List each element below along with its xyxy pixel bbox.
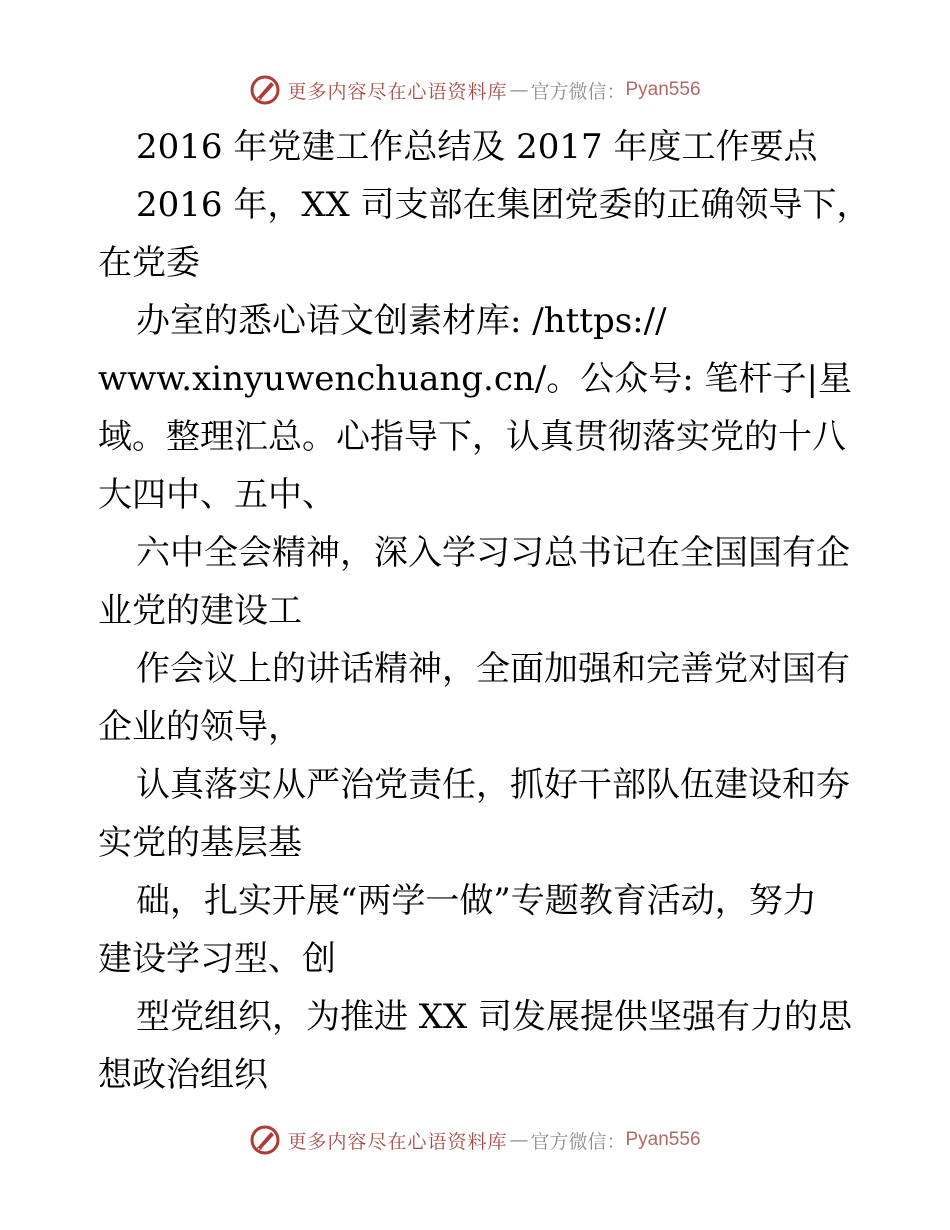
pen-logo-icon <box>249 74 281 106</box>
header-watermark <box>0 70 950 110</box>
document-line: 六中全会精神，深入学习习总书记在全国国有企 <box>136 533 850 573</box>
document-line: 企业的领导， <box>98 707 302 747</box>
watermark-wechat-id: Pyan556 <box>625 79 701 100</box>
footer-watermark <box>0 1120 950 1160</box>
document-line: 2016 年党建工作总结及 2017 年度工作要点 <box>136 127 818 167</box>
document-line: 办室的悉心语文创素材库: /https:// <box>136 301 667 341</box>
document-line: 础，扎实开展“两学一做”专题教育活动，努力 <box>136 881 817 921</box>
watermark-dash: — <box>509 79 529 101</box>
document-line: 建设学习型、创 <box>98 939 336 979</box>
watermark-brand: 更多内容尽在心语资料库 <box>287 80 508 103</box>
document-line: 业党的建设工 <box>98 591 302 631</box>
document-line: 域。整理汇总。心指导下，认真贯彻落实党的十八 <box>98 417 846 457</box>
document-line: 实党的基层基 <box>98 823 302 863</box>
document-line: 认真落实从严治党责任，抓好干部队伍建设和夯 <box>136 765 850 805</box>
watermark-wechat-label: 官方微信： <box>530 80 626 103</box>
document-line: 型党组织，为推进 XX 司发展提供坚强有力的思 <box>136 997 853 1037</box>
document-line: 大四中、五中、 <box>98 475 336 515</box>
document-line: 想政治组织 <box>98 1055 268 1095</box>
document-line: 2016 年，XX 司支部在集团党委的正确领导下， <box>136 185 871 225</box>
document-line: 在党委 <box>98 243 200 283</box>
watermark-wechat-id: Pyan556 <box>625 1129 701 1150</box>
document-line: 作会议上的讲话精神，全面加强和完善党对国有 <box>136 649 850 689</box>
document-body <box>98 118 871 1104</box>
watermark-wechat-label: 官方微信： <box>530 1130 626 1153</box>
document-line: www.xinyuwenchuang.cn/。公众号: 笔杆子|星 <box>98 359 852 399</box>
watermark-dash: — <box>509 1129 529 1151</box>
watermark-brand: 更多内容尽在心语资料库 <box>287 1130 508 1153</box>
pen-logo-icon <box>249 1124 281 1156</box>
